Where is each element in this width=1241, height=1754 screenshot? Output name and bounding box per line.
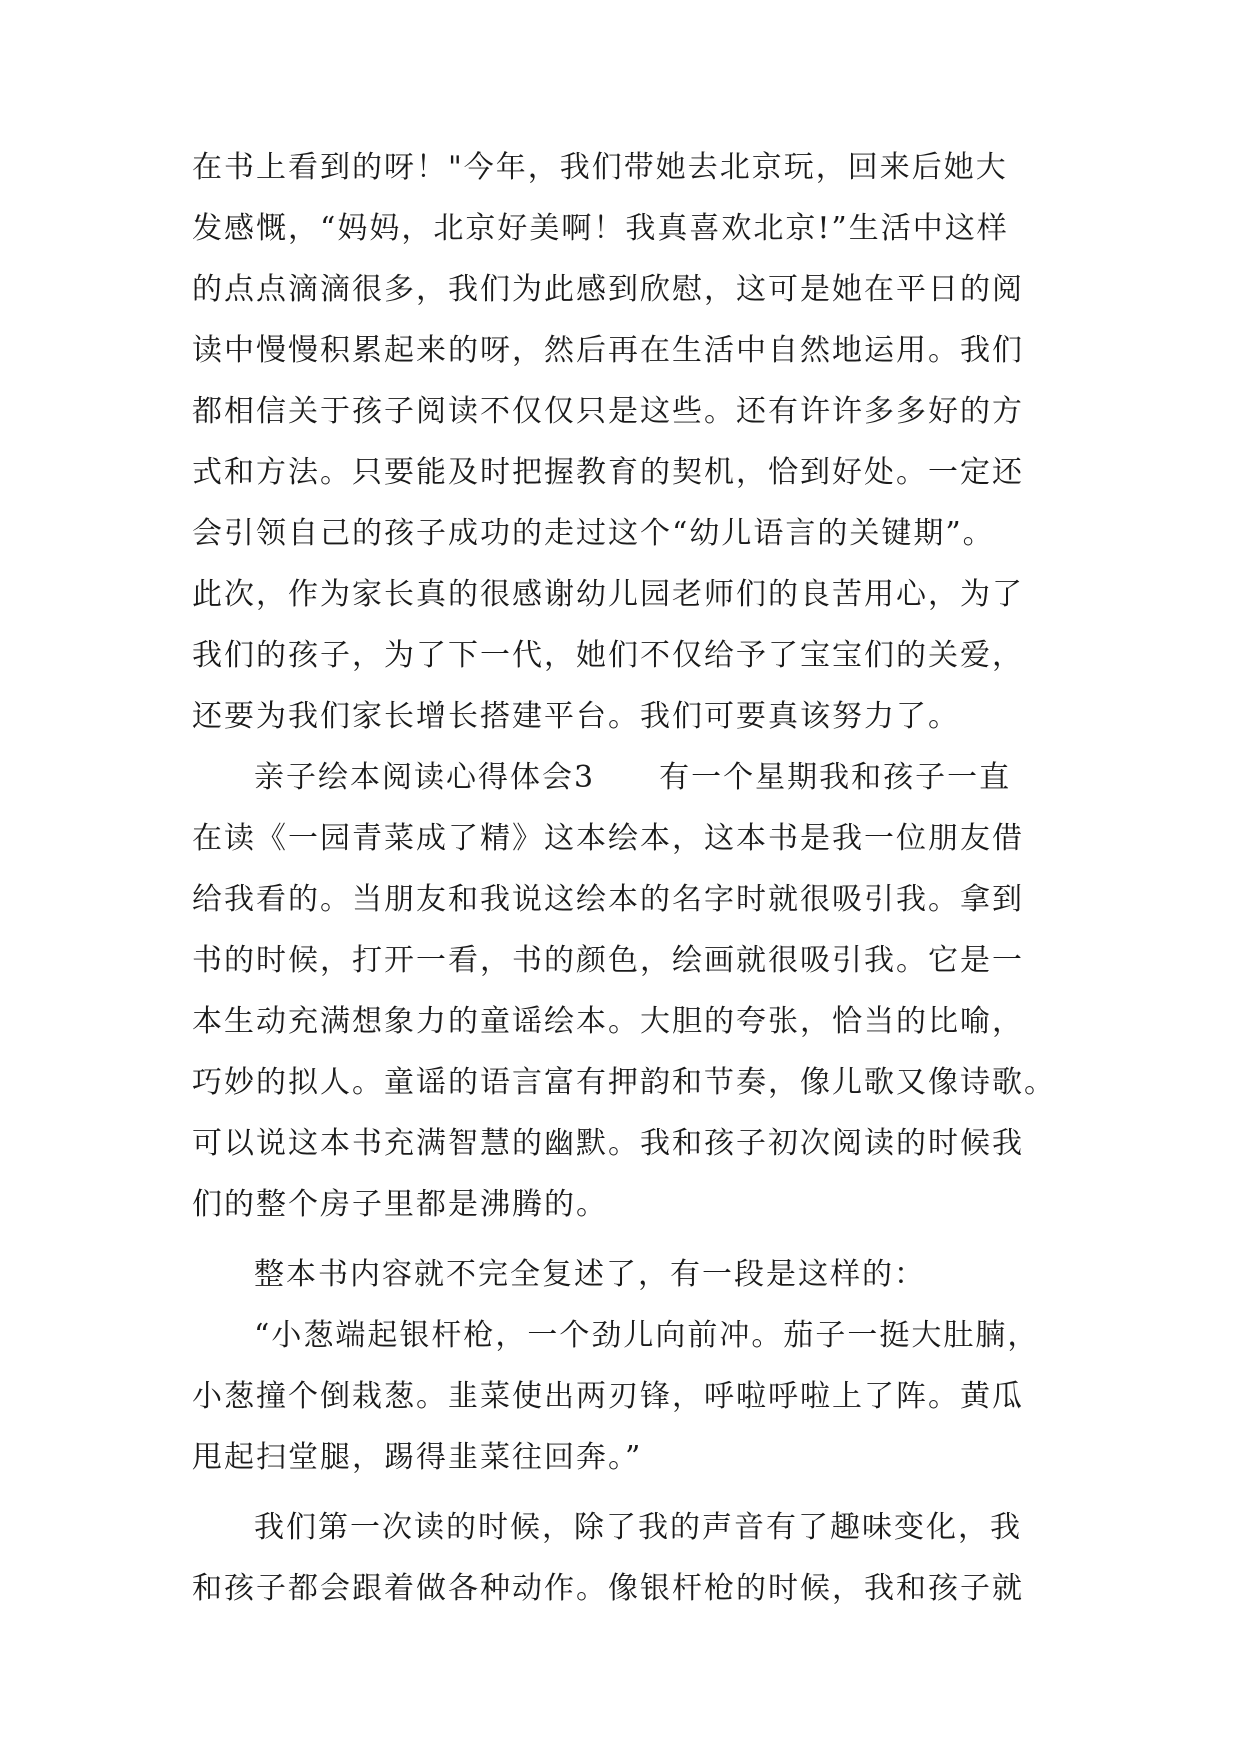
text-line-1: 在书上看到的呀！"今年，我们带她去北京玩，回来后她大: [192, 150, 1008, 185]
text-line-5: 都相信关于孩子阅读不仅仅只是这些。还有许许多多好的方: [192, 394, 1024, 429]
quote-line-1: “小葱端起银杆枪，一个劲儿向前冲。茄子一挺大肚腩，: [254, 1318, 1040, 1353]
text-line-3: 的点点滴滴很多，我们为此感到欣慰，这可是她在平日的阅: [192, 272, 1024, 307]
text-line-8: 此次，作为家长真的很感谢幼儿园老师们的良苦用心，为了: [192, 577, 1024, 612]
text-line-4: 读中慢慢积累起来的呀，然后再在生活中自然地运用。我们: [192, 333, 1024, 368]
text-line-15: 本生动充满想象力的童谣绘本。大胆的夸张，恰当的比喻，: [192, 1004, 1024, 1039]
section-heading-line: 亲子绘本阅读心得体会3 有一个星期我和孩子一直: [254, 760, 1012, 795]
text-line-2: 发感慨，“妈妈，北京好美啊！我真喜欢北京!”生活中这样: [192, 211, 1009, 246]
text-line-16: 巧妙的拟人。童谣的语言富有押韵和节奏，像儿歌又像诗歌。: [192, 1065, 1056, 1100]
text-line-13: 给我看的。当朋友和我说这绘本的名字时就很吸引我。拿到: [192, 882, 1024, 917]
text-line-6: 式和方法。只要能及时把握教育的契机，恰到好处。一定还: [192, 455, 1024, 490]
text-line-14: 书的时候，打开一看，书的颜色，绘画就很吸引我。它是一: [192, 943, 1024, 978]
text-line-24: 和孩子都会跟着做各种动作。像银杆枪的时候，我和孩子就: [192, 1571, 1024, 1606]
text-line-7: 会引领自己的孩子成功的走过这个“幼儿语言的关键期”。: [192, 516, 995, 551]
text-line-17: 可以说这本书充满智慧的幽默。我和孩子初次阅读的时候我: [192, 1126, 1024, 1161]
text-line-19: 整本书内容就不完全复述了，有一段是这样的：: [254, 1257, 926, 1292]
text-line-23: 我们第一次读的时候，除了我的声音有了趣味变化，我: [254, 1510, 1022, 1545]
text-line-18: 们的整个房子里都是沸腾的。: [192, 1187, 608, 1222]
quote-line-3: 甩起扫堂腿，踢得韭菜往回奔。”: [192, 1440, 643, 1475]
text-line-9: 我们的孩子，为了下一代，她们不仅给予了宝宝们的关爱，: [192, 638, 1024, 673]
text-line-10: 还要为我们家长增长搭建平台。我们可要真该努力了。: [192, 699, 960, 734]
text-line-12: 在读《一园青菜成了精》这本绘本，这本书是我一位朋友借: [192, 821, 1024, 856]
quote-line-2: 小葱撞个倒栽葱。韭菜使出两刃锋，呼啦呼啦上了阵。黄瓜: [192, 1379, 1024, 1414]
